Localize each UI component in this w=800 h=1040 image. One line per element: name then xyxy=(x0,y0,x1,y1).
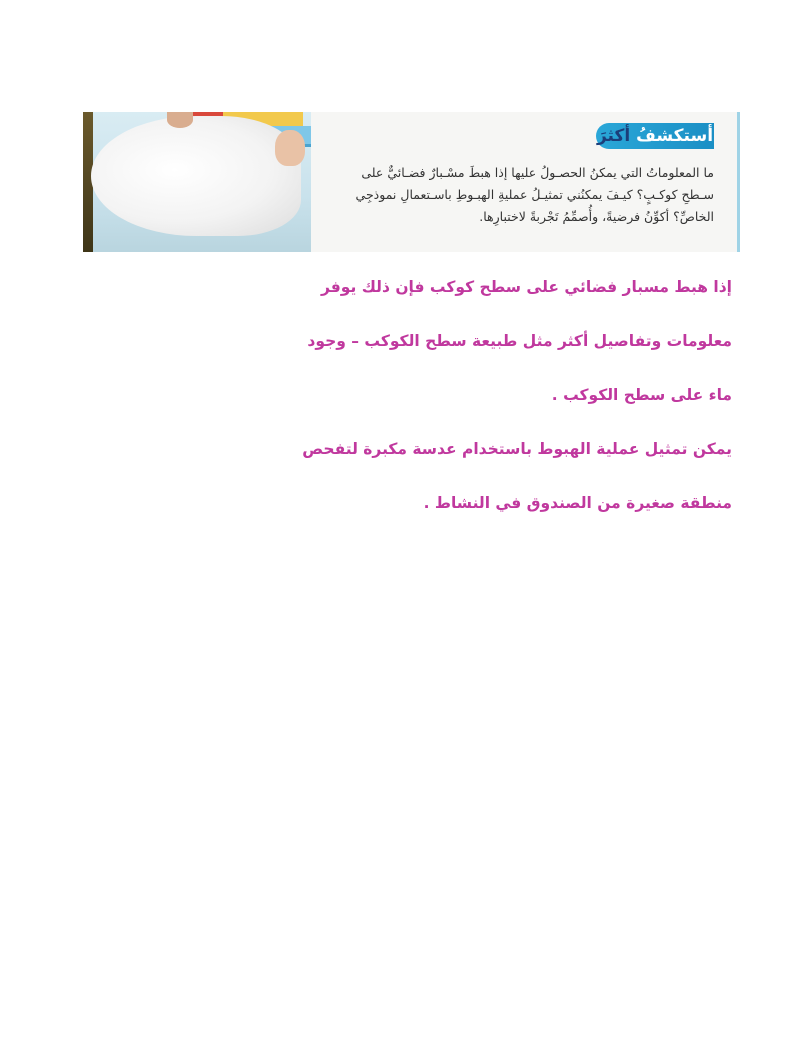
answer-line-3: ماء على سطح الكوكب . xyxy=(551,386,732,404)
excerpt-edge-line xyxy=(737,112,740,252)
explore-more-heading xyxy=(596,123,714,149)
photo-hand xyxy=(275,130,305,166)
heading-explore: أستكشفُ xyxy=(636,126,714,146)
excerpt-question-text xyxy=(319,162,714,228)
answer-line-4: يمكن تمثيل عملية الهبوط باستخدام عدسة مكبرة لتفحص xyxy=(302,440,732,458)
textbook-excerpt-image xyxy=(83,112,740,252)
answer-text-block xyxy=(272,275,732,545)
excerpt-line-1: ما المعلوماتُ التي يمكنُ الحصـولُ عليها إذا هبطَ مسْـبارٌ فضـائيٌّ على xyxy=(361,165,714,180)
excerpt-line-3: الخاصِّ؟ أكوِّنُ فرضيةً، وأُصمِّمُ تَجْربةً لاختبارِها. xyxy=(479,209,714,224)
photo-hand-top xyxy=(167,112,193,128)
answer-line-2: معلومات وتفاصيل أكثر مثل طبيعة سطح الكوكب – وجود xyxy=(307,332,732,350)
photo-white-sleeve xyxy=(91,116,301,236)
student-photo xyxy=(83,112,311,252)
answer-line-5: منطقة صغيرة من الصندوق في النشاط . xyxy=(423,494,732,512)
heading-more: أكثرَ xyxy=(596,126,631,146)
excerpt-line-2: سـطحِ كوكـبٍ؟ كيـفَ يمكنُني تمثيـلُ عمليةِ الهبـوطِ باسـتعمالِ نموذجِي xyxy=(355,187,714,202)
answer-line-1: إذا هبط مسبار فضائي على سطح كوكب فإن ذلك يوفر xyxy=(321,278,732,296)
